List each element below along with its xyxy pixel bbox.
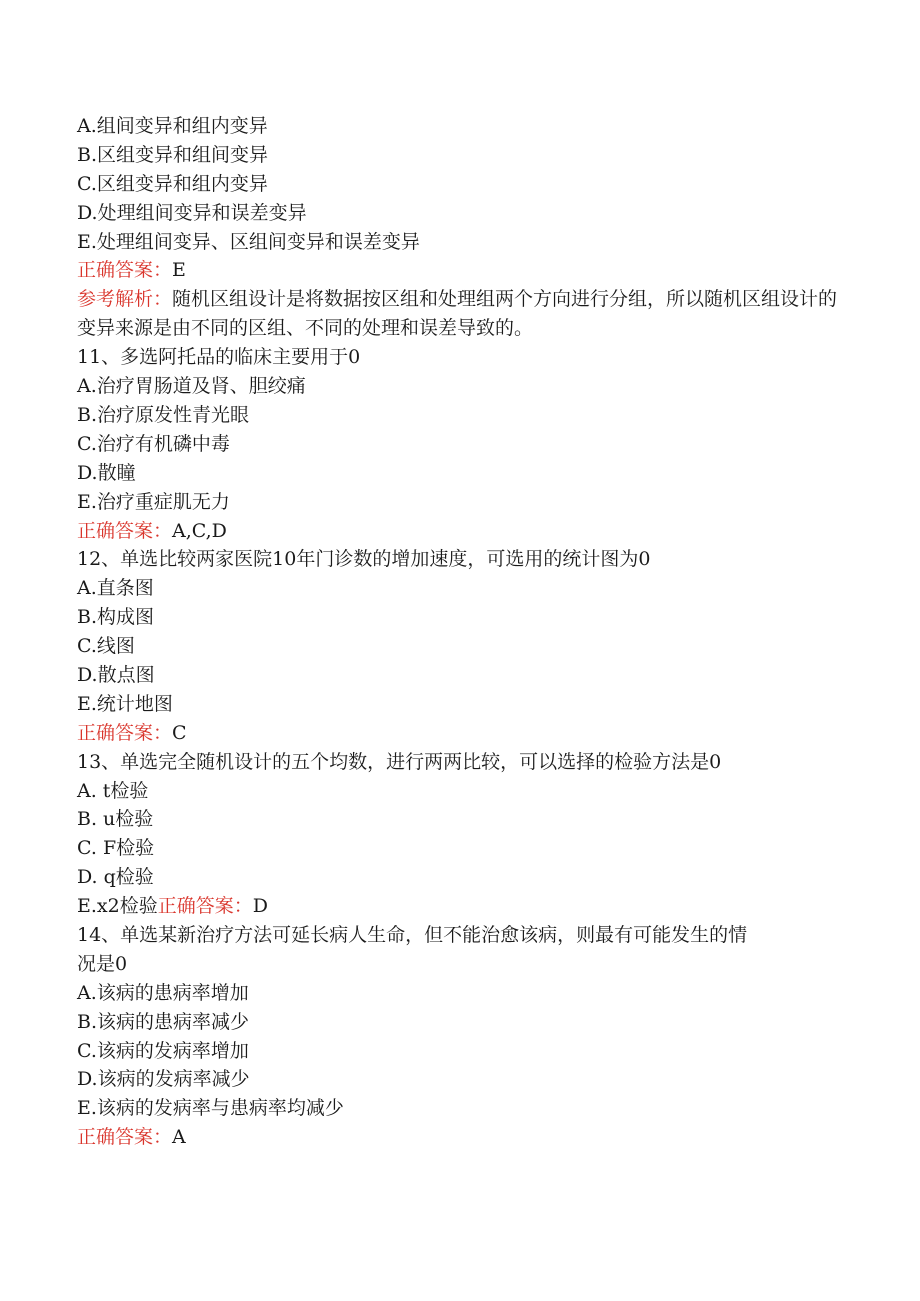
answer-value: A bbox=[172, 1126, 186, 1149]
q13-option-a: A. t检验 bbox=[77, 779, 149, 802]
q13-option-e: E.x2检验 bbox=[77, 895, 158, 918]
answer-label: 正确答案： bbox=[77, 1126, 173, 1149]
answer-label: 正确答案： bbox=[157, 895, 253, 918]
q14-option-e: E.该病的发病率与患病率均减少 bbox=[77, 1097, 344, 1120]
answer-value: E bbox=[172, 259, 186, 282]
q13-option-e-with-answer bbox=[77, 892, 847, 921]
q11-option-c: C.治疗有机磷中毒 bbox=[77, 432, 230, 455]
q12-stem: 12、单选比较两家医院10年门诊数的增加速度，可选用的统计图为0 bbox=[77, 548, 651, 571]
q12-option-e: E.统计地图 bbox=[77, 692, 173, 715]
answer-label: 正确答案： bbox=[77, 259, 173, 282]
q12-option-d: D.散点图 bbox=[77, 663, 155, 686]
document-page bbox=[77, 112, 847, 1152]
q10-answer bbox=[77, 256, 847, 285]
answer-value: D bbox=[252, 895, 268, 918]
q11-option-e: E.治疗重症肌无力 bbox=[77, 490, 230, 513]
q10-option-d: D.处理组间变异和误差变异 bbox=[77, 201, 307, 224]
q10-analysis bbox=[77, 285, 847, 343]
q13-option-c: C. F检验 bbox=[77, 837, 155, 860]
q12-option-a: A.直条图 bbox=[77, 577, 154, 600]
analysis-text: 随机区组设计是将数据按区组和处理组两个方向进行分组，所以随机区组设计的变异来源是由不同的区组、不同的处理和误差导致的。 bbox=[77, 288, 838, 340]
q11-stem: 11、多选阿托品的临床主要用于0 bbox=[77, 346, 361, 369]
q10-option-e: E.处理组间变异、区组间变异和误差变异 bbox=[77, 230, 420, 253]
analysis-label: 参考解析： bbox=[77, 288, 173, 311]
q12-option-c: C.线图 bbox=[77, 635, 135, 658]
q12-option-b: B.构成图 bbox=[77, 606, 155, 629]
q14-option-c: C.该病的发病率增加 bbox=[77, 1039, 249, 1062]
q12-answer bbox=[77, 719, 847, 748]
answer-label: 正确答案： bbox=[77, 519, 173, 542]
q11-option-b: B.治疗原发性青光眼 bbox=[77, 403, 250, 426]
q13-option-b: B. u检验 bbox=[77, 808, 154, 831]
q14-option-b: B.该病的患病率减少 bbox=[77, 1010, 250, 1033]
q14-stem-line1: 14、单选某新治疗方法可延长病人生命，但不能治愈该病，则最有可能发生的情 bbox=[77, 923, 748, 946]
q11-option-d: D.散瞳 bbox=[77, 461, 136, 484]
q10-option-b: B.区组变异和组间变异 bbox=[77, 143, 269, 166]
q14-answer bbox=[77, 1123, 847, 1152]
q14-stem-line2: 况是0 bbox=[77, 952, 128, 975]
q13-option-d: D. q检验 bbox=[77, 866, 154, 889]
q10-option-c: C.区组变异和组内变异 bbox=[77, 172, 268, 195]
answer-label: 正确答案： bbox=[77, 721, 173, 744]
q13-stem: 13、单选完全随机设计的五个均数，进行两两比较，可以选择的检验方法是0 bbox=[77, 750, 722, 773]
q11-option-a: A.治疗胃肠道及肾、胆绞痛 bbox=[77, 375, 306, 398]
answer-value: A,C,D bbox=[172, 519, 227, 542]
q10-option-a: A.组间变异和组内变异 bbox=[77, 115, 268, 137]
answer-value: C bbox=[172, 721, 187, 744]
q11-answer bbox=[77, 517, 847, 546]
q14-option-d: D.该病的发病率减少 bbox=[77, 1068, 250, 1091]
q14-option-a: A.该病的患病率增加 bbox=[77, 981, 249, 1004]
